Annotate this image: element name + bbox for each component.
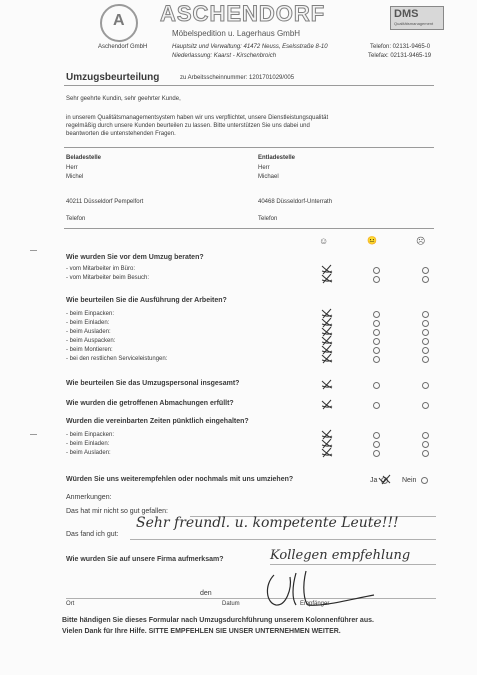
item-packing: - beim Einpacken: xyxy=(66,311,115,317)
sad-face-icon: ☹ xyxy=(416,236,426,246)
liked-answer: Sehr freundl. u. kompetente Leute!!! xyxy=(136,515,399,531)
company-logo xyxy=(100,4,138,42)
logo-glyph: A xyxy=(113,12,125,29)
rating-radio[interactable] xyxy=(422,347,429,354)
footer-line-2: Vielen Dank für Ihre Hilfe. SITTE EMPFEHLEN SIE UNSER UNTERNEHMEN WEITER. xyxy=(62,628,341,635)
punch-mark xyxy=(30,250,37,251)
loading-title: Herr xyxy=(66,165,78,171)
rating-radio[interactable] xyxy=(373,402,380,409)
badge-title: DMS xyxy=(394,8,419,20)
rating-radio[interactable] xyxy=(422,402,429,409)
footer-line-1: Bitte händigen Sie dieses Formular nach Umzugsdurchführung unserem Kolonnenführer aus. xyxy=(62,617,374,624)
happy-face-icon: ☺ xyxy=(319,236,329,246)
item-assembly: - beim Montieren: xyxy=(66,347,113,353)
question-agreements: Wie wurden die getroffenen Abmachungen erfüllt? xyxy=(66,400,234,407)
item-office-staff: - vom Mitarbeiter im Büro: xyxy=(66,266,136,272)
signature-label: Empfänger xyxy=(300,601,330,607)
question-consulting: Wie wurden Sie vor dem Umzug beraten? xyxy=(66,254,204,261)
question-execution: Wie beurteilen Sie die Ausführung der Arbeiten? xyxy=(66,297,227,304)
place-label: Ort xyxy=(66,601,75,607)
rating-radio[interactable] xyxy=(373,267,380,274)
item-visit-staff: - vom Mitarbeiter beim Besuch: xyxy=(66,275,150,281)
badge-subtitle: Qualitätsmanagement xyxy=(394,21,434,26)
intro-line-3: beantworten die untenstehenden Fragen. xyxy=(66,131,176,137)
rating-radio[interactable] xyxy=(373,276,380,283)
rating-radio[interactable] xyxy=(422,276,429,283)
company-short: Aschendorf GmbH xyxy=(98,44,148,50)
rating-radio[interactable] xyxy=(422,320,429,327)
disliked-label: Das hat mir nicht so gut gefallen: xyxy=(66,508,168,515)
question-recommend: Würden Sie uns weiterempfehlen oder nochmals mit uns umziehen? xyxy=(66,476,294,483)
rating-radio[interactable] xyxy=(373,382,380,389)
date-label: Datum xyxy=(222,601,240,607)
rating-radio[interactable] xyxy=(422,441,429,448)
rating-radio[interactable] xyxy=(422,329,429,336)
referral-answer: Kollegen empfehlung xyxy=(270,548,411,563)
question-punctuality: Wurden die vereinbarten Zeiten pünktlich eingehalten? xyxy=(66,418,249,425)
unloading-name: Michael xyxy=(258,174,279,180)
yes-check-mark xyxy=(378,473,392,485)
check-mark xyxy=(320,399,334,410)
punch-mark xyxy=(30,434,37,435)
quality-badge xyxy=(390,6,444,30)
answer-no-label: Nein xyxy=(402,477,417,484)
rating-radio[interactable] xyxy=(373,356,380,363)
rating-radio[interactable] xyxy=(373,432,380,439)
rating-radio[interactable] xyxy=(373,320,380,327)
check-mark xyxy=(320,379,334,390)
referral-question: Wie wurden Sie auf unsere Firma aufmerksam? xyxy=(66,556,224,563)
rating-radio[interactable] xyxy=(373,450,380,457)
unloading-title: Herr xyxy=(258,165,270,171)
form-title: Umzugsbeurteilung xyxy=(66,72,160,83)
loading-phone: Telefon xyxy=(66,216,86,222)
liked-label: Das fand ich gut: xyxy=(66,531,119,538)
item-other-services: - bei den restlichen Serviceleistungen: xyxy=(66,356,168,362)
company-branch: Niederlassung: Kaarst - Kirschenbroich xyxy=(172,53,277,59)
rating-radio[interactable] xyxy=(422,338,429,345)
unloading-label: Entladestelle xyxy=(258,155,296,161)
answer-no-radio[interactable] xyxy=(421,477,428,484)
rating-radio[interactable] xyxy=(422,450,429,457)
company-name: ASCHENDORF xyxy=(160,1,326,26)
loading-name: Michel xyxy=(66,174,84,180)
item-unpacking: - beim Auspacken: xyxy=(66,338,116,344)
unloading-phone: Telefon xyxy=(258,216,278,222)
question-staff-overall: Wie beurteilen Sie das Umzugspersonal insgesamt? xyxy=(66,380,240,387)
unloading-address: 40468 Düsseldorf-Unterrath xyxy=(258,199,333,205)
company-tagline: Möbelspedition u. Lagerhaus GmbH xyxy=(172,29,301,38)
order-number: zu Arbeitsscheinnummer: 1201701029/005 xyxy=(180,75,295,81)
item-loading: - beim Einladen: xyxy=(66,320,110,326)
liked-answer-line[interactable] xyxy=(130,539,436,540)
rating-radio[interactable] xyxy=(422,356,429,363)
rating-radio[interactable] xyxy=(373,311,380,318)
loading-label: Beladestelle xyxy=(66,155,102,161)
check-mark xyxy=(320,273,334,284)
den-label: den xyxy=(200,590,212,597)
item-time-loading: - beim Einladen: xyxy=(66,441,110,447)
rating-radio[interactable] xyxy=(373,338,380,345)
answer-yes-label: Ja xyxy=(370,477,378,484)
rating-radio[interactable] xyxy=(422,432,429,439)
company-phone: Telefon: 02131-9465-0 xyxy=(370,44,431,50)
rating-radio[interactable] xyxy=(373,329,380,336)
company-fax: Telefax: 02131-9465-19 xyxy=(368,53,432,59)
intro-divider xyxy=(64,147,434,148)
address-divider xyxy=(64,228,434,229)
intro-line-1: in unserem Qualitätsmanagementsystem haben wir uns verpflichtet, unsere Dienstleistungsqualität xyxy=(66,115,329,121)
item-time-packing: - beim Einpacken: xyxy=(66,432,115,438)
company-hq: Hauptsitz und Verwaltung: 41472 Neuss, Eselsstraße 8-10 xyxy=(172,44,328,50)
salutation: Sehr geehrte Kundin, sehr geehrter Kunde, xyxy=(66,96,181,102)
rating-radio[interactable] xyxy=(422,382,429,389)
loading-address: 40211 Düsseldorf Pempelfort xyxy=(66,199,144,205)
title-divider xyxy=(64,85,434,86)
rating-radio[interactable] xyxy=(422,267,429,274)
intro-line-2: regelmäßig durch unsere Kunden beurteilen zu lassen. Bitte unterstützen Sie uns dabei und xyxy=(66,123,310,129)
check-mark xyxy=(320,353,334,364)
check-mark xyxy=(320,447,334,458)
item-time-unloading: - beim Ausladen: xyxy=(66,450,111,456)
rating-radio[interactable] xyxy=(422,311,429,318)
rating-radio[interactable] xyxy=(373,347,380,354)
remarks-label: Anmerkungen: xyxy=(66,494,112,501)
item-unloading: - beim Ausladen: xyxy=(66,329,111,335)
signature-image xyxy=(262,565,382,610)
rating-radio[interactable] xyxy=(373,441,380,448)
neutral-face-icon: 😐 xyxy=(367,236,377,245)
